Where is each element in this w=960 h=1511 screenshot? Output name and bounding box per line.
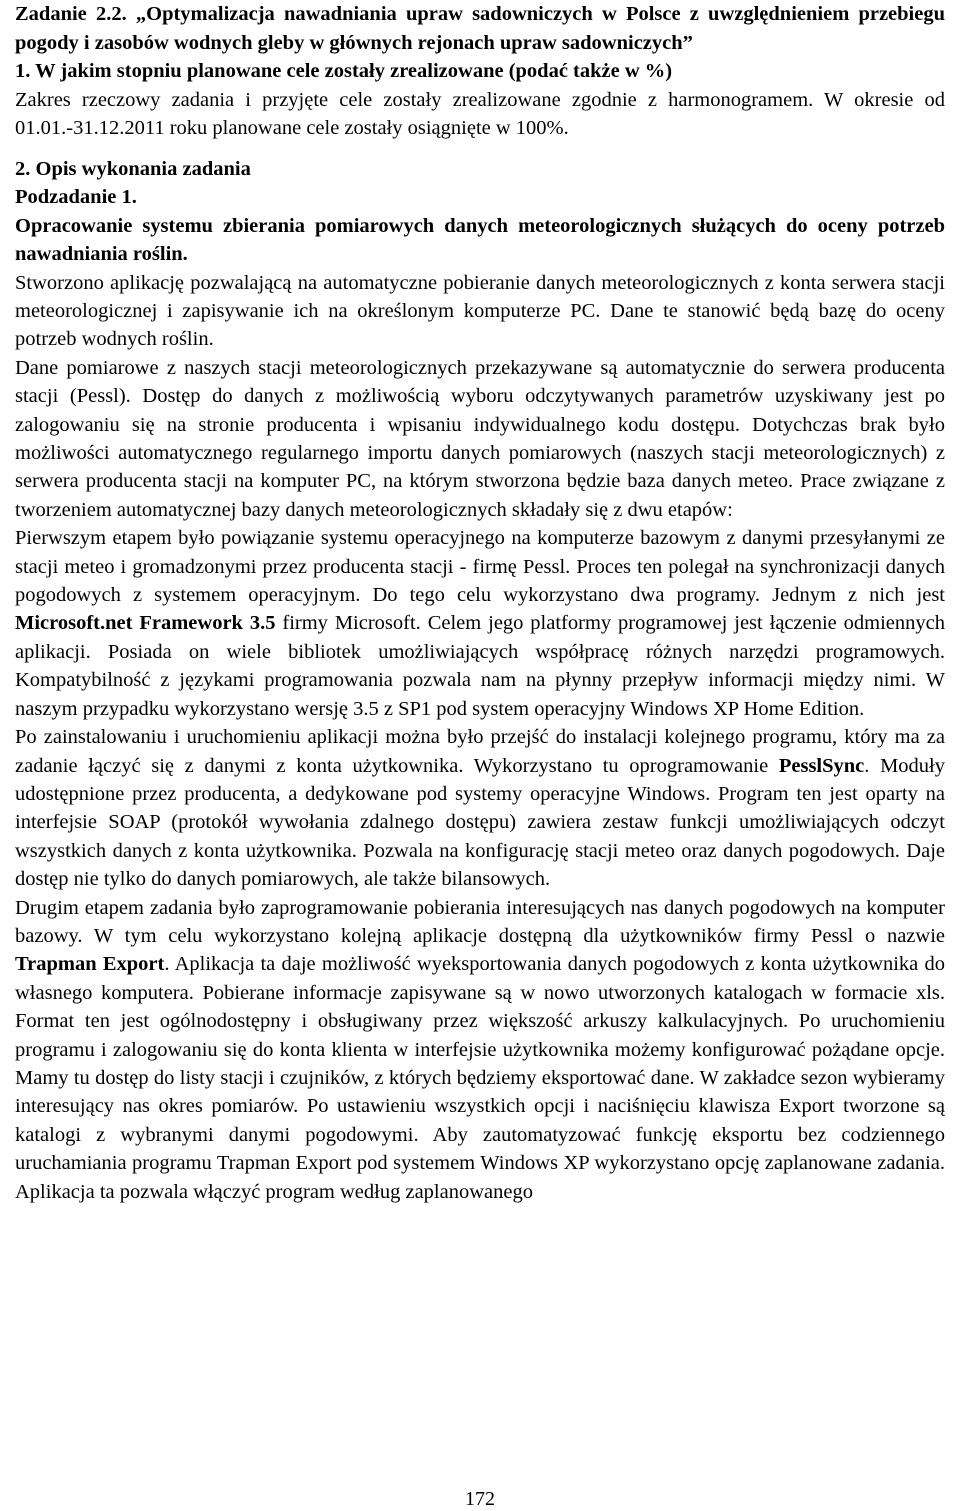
section-1-title: 1. W jakim stopniu planowane cele zostały zrealizowane (podać także w %) [15, 60, 673, 83]
paragraph-5-text-a: Drugim etapem zadania było zaprogramowanie pobierania interesujących nas danych pogodowych na komputer bazowy. W tym celu wykorzystano kolejną aplikacje dostępną dla użytkowników firmy Pessl o nazwie [15, 896, 945, 947]
section-2-title: 2. Opis wykonania zadania [15, 157, 251, 180]
paragraph-3 [15, 524, 945, 723]
subtask-label: Podzadanie 1. [15, 186, 137, 209]
framework-name: Microsoft.net Framework 3.5 [15, 612, 276, 635]
paragraph-4-text-b: . Moduły udostępnione przez producenta, a dedykowane pod systemy operacyjne Windows. Program ten jest oparty na interfejsie SOAP (protokół wywołania zdalnego dostępu) zawiera zestaw funkcji umożliwiających odczyt wszystkich danych z konta użytkownika. Pozwala na konfigurację stacji meteo oraz danych pogodowych. Daje dostęp nie tylko do danych pomiarowych, ale także bilansowych. [15, 754, 945, 891]
paragraph-4-text-a: Po zainstalowaniu i uruchomieniu aplikacji można było przejść do instalacji kolejnego programu, który ma za zadanie łączyć się z danymi z konta użytkownika. Wykorzystano tu oprogramowanie [15, 726, 945, 777]
paragraph-1: Stworzono aplikację pozwalającą na automatyczne pobieranie danych meteorologicznych z konta serwera stacji meteorologicznej i zapisywanie ich na określonym komputerze PC. Dane te stanowić będą bazę do oceny potrzeb wodnych roślin. [15, 271, 945, 351]
paragraph-4 [15, 723, 945, 893]
section-1 [15, 57, 945, 142]
spacer [15, 143, 945, 155]
trapman-export-name: Trapman Export [15, 953, 165, 976]
paragraph-5 [15, 894, 945, 1206]
section-2 [15, 155, 945, 1206]
task-title: Zadanie 2.2. „Optymalizacja nawadniania upraw sadowniczych w Polsce z uwzględnieniem przebiegu pogody i zasobów wodnych gleby w głównych rejonach upraw sadowniczych” [15, 3, 945, 54]
pesslsync-name: PesslSync [778, 754, 865, 777]
section-1-body: Zakres rzeczowy zadania i przyjęte cele zostały zrealizowane zgodnie z harmonogramem. W okresie od 01.01.-31.12.2011 roku planowane cele zostały osiągnięte w 100%. [15, 88, 945, 140]
paragraph-5-text-b: . Aplikacja ta daje możliwość wyeksportowania danych pogodowych z konta użytkownika do własnego komputera. Pobierane informacje zapisywane są w nowo utworzonych katalogach w formacie xls. Format ten jest ogólnodostępny i obsługiwany przez większość arkuszy kalkulacyjnych. Po uruchomieniu programu i zalogowaniu się do konta klienta w interfejsie użytkownika możemy konfigurować pożądane opcje. Mamy tu dostęp do listy stacji i czujników, z których będziemy eksportować dane. W zakładce sezon wybieramy interesujący nas okres pomiarów. Po ustawieniu wszystkich opcji i naciśnięciu klawisza Export tworzone są katalogi z wybranymi danymi pogodowymi. Aby zautomatyzować funkcję eksportu bez codziennego uruchamiania programu Trapman Export pod systemem Windows XP wykorzystano opcję zaplanowane zadania. Aplikacja ta pozwala włączyć program według zaplanowanego [15, 953, 945, 1203]
paragraph-3-text-b: firmy Microsoft. Celem jego platformy programowej jest łączenie odmiennych aplikacji. Posiada on wiele bibliotek umożliwiających współpracę różnych narzędzi programowych. Kompatybilność z językami programowania pozwala nam na płynny przepływ informacji między nimi. W naszym przypadku wykorzystano wersję 3.5 z SP1 pod system operacyjny Windows XP Home Edition. [15, 612, 945, 720]
document-page [15, 0, 945, 1206]
paragraph-2: Dane pomiarowe z naszych stacji meteorologicznych przekazywane są automatycznie do serwera producenta stacji (Pessl). Dostęp do danych z możliwością wyboru odczytywanych parametrów uzyskiwany jest po zalogowaniu się na stronie producenta i wpisaniu indywidualnego kodu dostępu. Dotychczas brak było możliwości automatycznego regularnego importu danych pomiarowych (naszych stacji meteorologicznych) z serwera producenta stacji na komputer PC, na którym stworzona będzie baza danych meteo. Prace związane z tworzeniem automatycznej bazy danych meteorologicznych składały się z dwu etapów: [15, 356, 945, 521]
subtask-title: Opracowanie systemu zbierania pomiarowych danych meteorologicznych służących do oceny potrzeb nawadniania roślin. [15, 214, 945, 266]
page-number: 172 [465, 1488, 495, 1510]
paragraph-3-text-a: Pierwszym etapem było powiązanie systemu operacyjnego na komputerze bazowym z danymi przesyłanymi ze stacji meteo i gromadzonymi przez producenta stacji - firmę Pessl. Proces ten polegał na synchronizacji danych pogodowych z systemem operacyjnym. Do tego celu wykorzystano dwa programy. Jednym z nich jest [15, 527, 945, 607]
